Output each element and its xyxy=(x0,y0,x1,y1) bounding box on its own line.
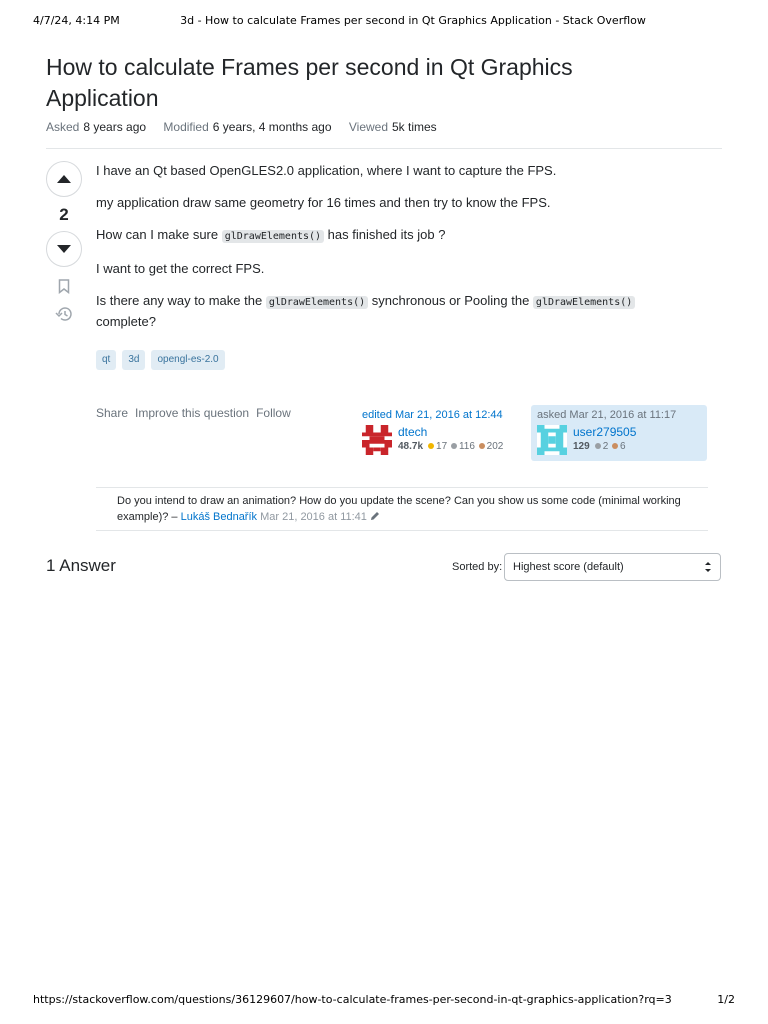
editor-reputation xyxy=(398,439,503,454)
question-title[interactable]: How to calculate Frames per second in Qt Graphics Application xyxy=(46,54,573,111)
inline-code: glDrawElements() xyxy=(222,230,324,243)
reputation-score: 48.7k xyxy=(398,441,424,452)
pencil-icon xyxy=(370,511,380,521)
inline-code: glDrawElements() xyxy=(266,296,368,309)
timeline-button[interactable] xyxy=(55,305,73,323)
viewed-label: Viewed xyxy=(348,120,388,134)
text-span: has finished its job ? xyxy=(324,227,446,242)
silver-badge-count: 116 xyxy=(458,441,475,452)
body-paragraph: my application draw same geometry for 16 times and then try to know the FPS. xyxy=(96,195,551,210)
silver-badge-count: 2 xyxy=(602,441,609,452)
bronze-badge-count: 6 xyxy=(620,441,626,452)
gold-badge-icon xyxy=(428,443,434,449)
silver-badge-icon xyxy=(451,443,457,449)
sort-label: Sorted by: xyxy=(452,561,503,573)
divider xyxy=(46,148,722,149)
reputation-score: 129 xyxy=(573,441,590,452)
edited-time[interactable]: edited Mar 21, 2016 at 12:44 xyxy=(362,409,503,421)
viewed-value: 5k times xyxy=(392,120,437,134)
vote-cell xyxy=(46,161,82,323)
tag-qt[interactable]: qt xyxy=(96,350,116,370)
text-span: complete? xyxy=(96,314,156,329)
comment-list xyxy=(96,487,708,531)
follow-link[interactable]: Follow xyxy=(256,406,291,420)
vote-count: 2 xyxy=(59,205,69,224)
asked-time: asked Mar 21, 2016 at 11:17 xyxy=(537,409,677,421)
bronze-badge-count: 202 xyxy=(486,441,504,452)
answers-count-header: 1 Answer xyxy=(46,556,116,575)
sort-select-value: Highest score (default) xyxy=(513,561,624,573)
sort-select[interactable] xyxy=(504,553,721,581)
modified-label: Modified xyxy=(163,120,209,134)
print-page-title: 3d - How to calculate Frames per second in Qt Graphics Application - Stack Overflow xyxy=(180,14,646,27)
owner-reputation xyxy=(573,439,636,454)
bookmark-icon xyxy=(58,279,70,294)
editor-card xyxy=(356,405,528,461)
post-actions xyxy=(96,406,291,420)
editor-avatar[interactable] xyxy=(362,425,392,455)
bronze-badge-icon xyxy=(479,443,485,449)
comment-user[interactable]: Lukáš Bednařík xyxy=(180,511,258,523)
print-datetime: 4/7/24, 4:14 PM xyxy=(33,14,120,27)
question-meta xyxy=(46,120,451,134)
question-body xyxy=(96,161,696,344)
silver-badge-icon xyxy=(595,443,601,449)
editor-name[interactable]: dtech xyxy=(398,425,428,439)
owner-card xyxy=(531,405,707,461)
share-link[interactable]: Share xyxy=(96,406,129,420)
up-arrow-icon xyxy=(57,175,71,183)
print-page-number: 1/2 xyxy=(717,993,735,1006)
bookmark-button[interactable] xyxy=(55,277,73,295)
owner-avatar[interactable] xyxy=(537,425,567,455)
text-span: How can I make sure xyxy=(96,227,222,242)
comment-text: Do you intend to draw an animation? How do you update the scene? Can you show us some code (minimal working example)? – xyxy=(117,495,681,523)
modified-value[interactable]: 6 years, 4 months ago xyxy=(212,120,332,134)
tag-list xyxy=(96,350,225,370)
select-arrows-icon xyxy=(704,560,712,574)
comment-date[interactable]: Mar 21, 2016 at 11:41 xyxy=(260,511,367,523)
asked-label: Asked xyxy=(46,120,80,134)
tag-opengl-es-2-0[interactable]: opengl-es-2.0 xyxy=(151,350,224,370)
upvote-button[interactable] xyxy=(46,161,82,197)
gold-badge-count: 17 xyxy=(436,441,448,452)
tag-3d[interactable]: 3d xyxy=(122,350,145,370)
print-url: https://stackoverflow.com/questions/36129607/how-to-calculate-frames-per-second-in-qt-graphics-application?rq=3 xyxy=(33,993,672,1006)
body-paragraph xyxy=(96,291,696,331)
owner-name[interactable]: user279505 xyxy=(573,425,637,439)
body-paragraph: I want to get the correct FPS. xyxy=(96,261,265,276)
text-span: synchronous or Pooling the xyxy=(368,293,533,308)
asked-value: 8 years ago xyxy=(83,120,147,134)
comment xyxy=(117,493,708,525)
body-paragraph xyxy=(96,225,696,246)
inline-code: glDrawElements() xyxy=(533,296,635,309)
text-span: Is there any way to make the xyxy=(96,293,266,308)
downvote-button[interactable] xyxy=(46,231,82,267)
body-paragraph: I have an Qt based OpenGLES2.0 application, where I want to capture the FPS. xyxy=(96,163,557,178)
bronze-badge-icon xyxy=(612,443,618,449)
improve-question-link[interactable]: Improve this question xyxy=(135,406,250,420)
history-icon xyxy=(55,306,73,322)
down-arrow-icon xyxy=(57,245,71,253)
